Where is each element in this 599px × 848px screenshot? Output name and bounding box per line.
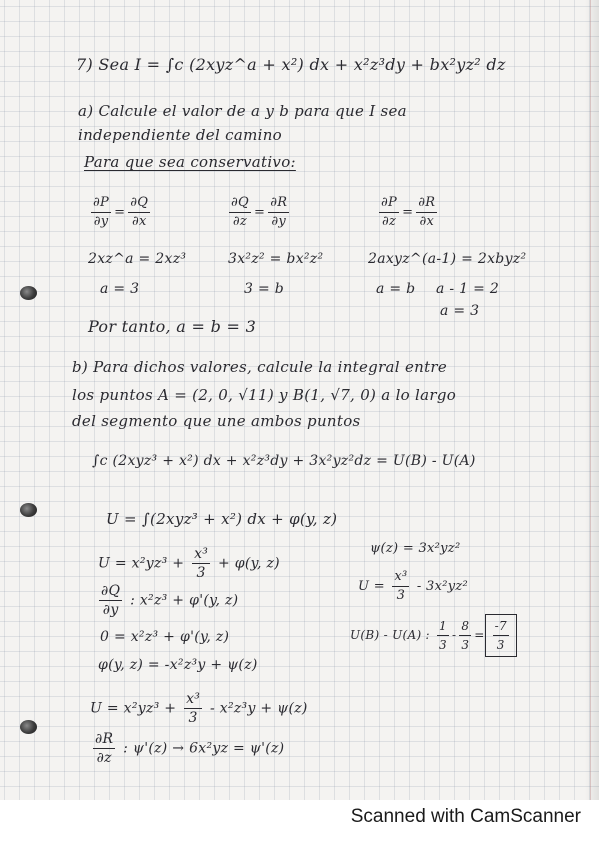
problem-statement <box>76 56 506 74</box>
binder-hole <box>20 286 37 300</box>
part-a-line-1: a) Calcule el valor de a y b para que I sea <box>78 102 407 120</box>
result-1: a = 3 <box>100 281 140 297</box>
u-result: U = x²yz³ + $\frac{\text{x³}}{3}$ + φ(y, z) <box>98 546 280 581</box>
fraction: $\frac{1}{3}$ <box>439 619 447 652</box>
fraction: $\frac{\partial R}{\partial x}$ <box>418 195 436 229</box>
equation-2: 3x²z² = bx²z² <box>228 251 324 267</box>
part-b-line-3: del segmento que une ambos puntos <box>72 412 361 430</box>
fraction: $\frac{8}{3}$ <box>461 619 470 652</box>
binder-hole <box>20 503 37 517</box>
result-3c: a = 3 <box>440 303 480 319</box>
scanner-watermark: Scanned with CamScanner <box>350 806 581 827</box>
part-b-line-1: b) Para dichos valores, calcule la integral entre <box>72 358 448 376</box>
fraction: $\frac{\partial R}{\partial z}$ <box>95 731 114 766</box>
partial-pair-1: $\frac{\partial P}{\partial y}$ = $\frac{\partial Q}{\partial x}$ <box>93 195 149 229</box>
page-margin-line <box>590 0 591 800</box>
zero-equation: 0 = x²z³ + φ'(y, z) <box>100 629 230 645</box>
fraction: $\frac{\text{x³}}{3}$ <box>394 569 408 603</box>
fraction: $\frac{-7}{3}$ <box>494 619 507 652</box>
part-b-integral: ∫c (2xyz³ + x²) dx + x²z³dy + 3x²yz²dz = U(B) - U(A) <box>92 453 476 469</box>
fraction: $\frac{\text{x³}}{3}$ <box>186 691 201 726</box>
partial-pair-2: $\frac{\partial Q}{\partial z}$ = $\frac{\partial R}{\partial y}$ <box>231 195 288 229</box>
binder-hole <box>20 720 37 734</box>
dq-dy-equation: $\frac{\partial Q}{\partial y}$ : x²z³ + φ'(y, z) <box>101 583 239 618</box>
part-a-conclusion: Por tanto, a = b = 3 <box>88 317 257 336</box>
ub-minus-ua: U(B) - U(A) : $\frac{1}{3}$ - $\frac{8}{3}$ = $\frac{-7}{3}$ <box>350 614 517 657</box>
equation-1: 2xz^a = 2xz³ <box>88 251 187 267</box>
fraction: $\frac{\partial Q}{\partial z}$ <box>231 195 249 229</box>
dr-dz-equation: $\frac{\partial R}{\partial z}$ : ψ'(z) → 6x²yz = ψ'(z) <box>95 731 285 766</box>
result-2: 3 = b <box>244 281 284 297</box>
problem-number: 7) <box>76 55 94 74</box>
u-full: U = x²yz³ + $\frac{\text{x³}}{3}$ - x²z³y + ψ(z) <box>90 691 308 726</box>
u-final: U = $\frac{\text{x³}}{3}$ - 3x²yz² <box>358 569 469 603</box>
result-3b: a - 1 = 2 <box>436 281 500 297</box>
psi-result: ψ(z) = 3x²yz² <box>370 541 461 556</box>
fraction: $\frac{\partial R}{\partial y}$ <box>270 195 288 229</box>
result-3a: a = b <box>376 281 416 297</box>
part-b-line-2: los puntos A = (2, 0, √11) y B(1, √7, 0) a lo largo <box>72 386 457 404</box>
fraction: $\frac{\partial P}{\partial z}$ <box>381 195 398 229</box>
problem-intro: Sea I = <box>98 55 161 74</box>
fraction: $\frac{\partial Q}{\partial y}$ <box>101 583 121 618</box>
partial-pair-3: $\frac{\partial P}{\partial z}$ = $\frac{\partial R}{\partial x}$ <box>381 195 436 229</box>
fraction: $\frac{\partial P}{\partial y}$ <box>93 195 110 229</box>
fraction: $\frac{\text{x³}}{3}$ <box>194 546 209 581</box>
final-answer-box <box>485 614 517 657</box>
part-a-line-3: Para que sea conservativo: <box>84 153 296 171</box>
part-a-line-2: independiente del camino <box>78 126 282 144</box>
phi-equation: φ(y, z) = -x²z³y + ψ(z) <box>98 657 258 673</box>
problem-integral: ∫c (2xyz^a + x²) dx + x²z³dy + bx²yz² dz <box>165 55 506 74</box>
u-definition: U = ∫(2xyz³ + x²) dx + φ(y, z) <box>106 510 338 528</box>
fraction: $\frac{\partial Q}{\partial x}$ <box>130 195 149 229</box>
page-edge-shadow <box>585 0 599 800</box>
equation-3: 2axyz^(a-1) = 2xbyz² <box>368 251 527 267</box>
